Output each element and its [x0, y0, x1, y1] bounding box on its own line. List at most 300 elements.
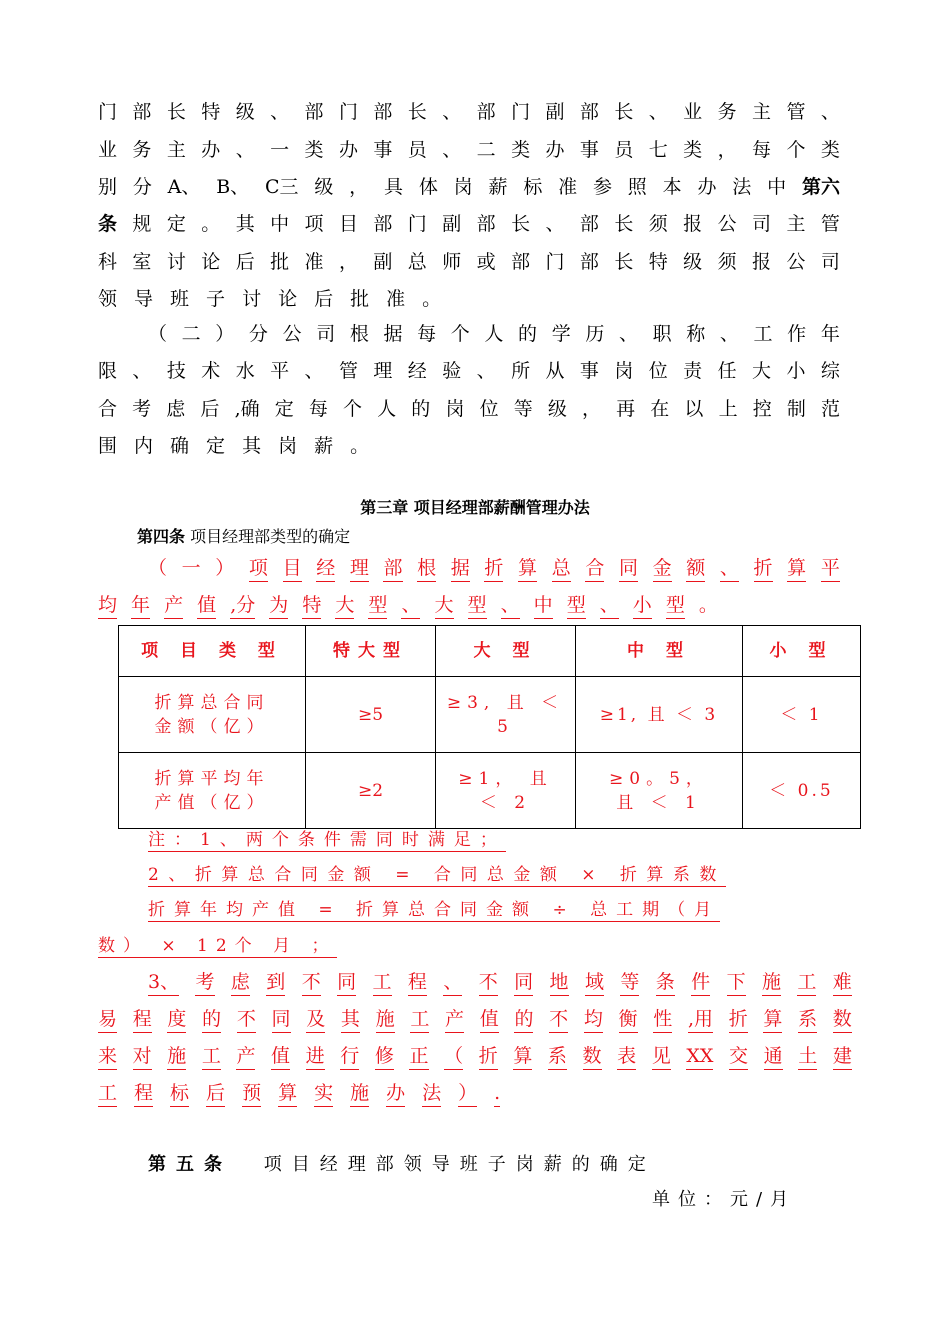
- text-char: 须: [648, 213, 668, 235]
- para2-line4: [98, 434, 840, 458]
- text-char: 虑: [166, 398, 186, 420]
- text-char: 再: [616, 398, 636, 420]
- text-char: 限: [98, 360, 118, 382]
- note-4: 数） × 12个 月 ；: [98, 936, 337, 956]
- text-char: 长: [614, 101, 634, 123]
- text-char: 金: [653, 556, 672, 582]
- text-char: 、: [820, 101, 840, 123]
- text-char: 产: [445, 1007, 464, 1033]
- text-char: 经: [316, 556, 335, 582]
- text-char: 的: [514, 1007, 533, 1033]
- text-char: 分: [132, 176, 152, 198]
- text-char: 论: [201, 251, 221, 273]
- text-char: 值: [480, 1007, 499, 1033]
- text-char: 室: [132, 251, 152, 273]
- text-char: 通: [764, 1044, 783, 1070]
- text-char: 个: [786, 139, 806, 161]
- art4-para-line1: [148, 556, 840, 582]
- text-char: 产: [236, 1044, 255, 1070]
- para1-line1: [98, 100, 840, 124]
- text-char: 对: [133, 1044, 152, 1070]
- text-char: 验: [442, 360, 462, 382]
- text-char: 门: [338, 101, 358, 123]
- text-char: 准: [386, 288, 406, 310]
- text-char: 准: [304, 251, 324, 273]
- unit-label: 单位：元/月: [652, 1189, 797, 1210]
- row2-medium: ≥0。5，且 ＜ 1: [576, 753, 743, 829]
- text-char: 照: [627, 176, 647, 198]
- text-char: 不: [237, 1007, 256, 1033]
- text-char: 级: [683, 251, 703, 273]
- text-char: 主: [786, 213, 806, 235]
- text-char: 级: [235, 101, 255, 123]
- text-char: 据: [383, 323, 403, 345]
- text-char: 、: [132, 360, 152, 382]
- text-char: 程: [134, 1081, 153, 1107]
- text-char: 每: [752, 139, 772, 161]
- text-char: 级: [547, 398, 567, 420]
- text-char: ）: [215, 557, 235, 579]
- text-char: 规: [132, 213, 152, 235]
- text-char: XX: [686, 1044, 713, 1070]
- header-project-type: 项 目 类 型: [119, 626, 306, 677]
- text-char: 折: [484, 556, 503, 582]
- text-char: 行: [340, 1044, 359, 1070]
- text-char: 业: [683, 101, 703, 123]
- text-char: 小: [786, 360, 806, 382]
- text-char: 管: [820, 213, 840, 235]
- text-char: 从: [545, 360, 565, 382]
- row1-large: ≥3, 且 ＜5: [436, 677, 576, 753]
- text-char: 施: [762, 970, 781, 996]
- text-char: 学: [551, 323, 571, 345]
- text-char: 岗: [278, 435, 298, 457]
- text-char: 导: [134, 288, 154, 310]
- text-char: 内: [134, 435, 154, 457]
- text-char: 批: [350, 288, 370, 310]
- text-char: 位: [479, 398, 499, 420]
- text-char: 薪: [488, 176, 508, 198]
- text-char: 型: [468, 593, 487, 619]
- text-char: 办: [201, 139, 221, 161]
- text-char: 同: [337, 970, 356, 996]
- note-2: 2、折算总合同金额 = 合同总金额 × 折算系数: [148, 865, 726, 885]
- text-char: 部: [304, 101, 324, 123]
- art4-para-line2: [98, 593, 718, 619]
- text-char: 合: [98, 398, 118, 420]
- text-char: 工: [797, 970, 816, 996]
- text-char: 、: [501, 593, 520, 619]
- para1-line6: [98, 287, 840, 311]
- text-char: 班: [170, 288, 190, 310]
- note-7: [98, 1044, 852, 1070]
- text-char: 类: [683, 139, 703, 161]
- text-char: 或: [476, 251, 496, 273]
- text-char: ，: [338, 251, 358, 273]
- text-char: 副: [373, 251, 393, 273]
- text-char: 算: [278, 1081, 297, 1107]
- text-char: 均: [584, 1007, 603, 1033]
- para1-line5: [98, 250, 840, 274]
- text-char: 门: [98, 101, 118, 123]
- text-char: 域: [585, 970, 604, 996]
- chapter-title: 第三章 项目经理部薪酬管理办法: [360, 498, 590, 517]
- text-char: 理: [350, 556, 369, 582]
- text-char: ,分: [230, 593, 255, 619]
- text-char: 事: [373, 139, 393, 161]
- text-char: 人: [377, 398, 397, 420]
- text-char: 、: [270, 101, 290, 123]
- text-char: 门: [545, 251, 565, 273]
- text-char: 修: [375, 1044, 394, 1070]
- text-char: 。: [422, 288, 442, 310]
- text-char: 报: [752, 251, 772, 273]
- text-char: 部: [579, 101, 599, 123]
- text-char: 。: [698, 594, 718, 616]
- text-char: 部: [579, 213, 599, 235]
- text-char: 工: [98, 1081, 117, 1107]
- text-char: 程: [133, 1007, 152, 1033]
- text-char: 中: [534, 593, 553, 619]
- text-char: A、: [167, 176, 201, 198]
- note-5: [148, 970, 852, 996]
- text-char: 、: [443, 970, 462, 996]
- text-char: 、: [401, 593, 420, 619]
- text-char: 、: [442, 101, 462, 123]
- note-1: 注：1、两个条件需同时满足；: [148, 830, 506, 850]
- text-char: 产: [164, 593, 183, 619]
- text-char: 年: [820, 323, 840, 345]
- text-char: 岗: [445, 398, 465, 420]
- text-char: 控: [752, 398, 772, 420]
- text-char: 讨: [166, 251, 186, 273]
- text-char: 范: [820, 398, 840, 420]
- text-char: 见: [652, 1044, 671, 1070]
- text-char: 事: [579, 139, 599, 161]
- project-type-table: [118, 625, 861, 829]
- text-char: 虑: [231, 970, 250, 996]
- text-char: 须: [717, 251, 737, 273]
- text-char: 标: [523, 176, 543, 198]
- table-row: [119, 753, 861, 829]
- text-char: 正: [409, 1044, 428, 1070]
- text-char: 标: [170, 1081, 189, 1107]
- text-char: 不: [549, 1007, 568, 1033]
- text-char: 不: [302, 970, 321, 996]
- text-char: 等: [620, 970, 639, 996]
- text-char: C三: [264, 176, 299, 198]
- text-char: 实: [314, 1081, 333, 1107]
- text-char: 岗: [453, 176, 473, 198]
- text-char: 3、: [148, 970, 179, 996]
- text-char: 、: [235, 139, 255, 161]
- text-char: 体: [418, 176, 438, 198]
- row1-label: 折算总合同金额（亿）: [119, 677, 306, 753]
- text-char: 理: [373, 360, 393, 382]
- text-char: 程: [408, 970, 427, 996]
- text-char: 办: [545, 139, 565, 161]
- text-char: 门: [511, 101, 531, 123]
- text-char: 部: [383, 556, 402, 582]
- text-char: 后: [206, 1081, 225, 1107]
- text-char: 、: [442, 139, 462, 161]
- text-char: 难: [833, 970, 852, 996]
- text-char: 岗: [614, 360, 634, 382]
- text-char: 合: [585, 556, 604, 582]
- text-char: 总: [552, 556, 571, 582]
- text-char: 个: [343, 398, 363, 420]
- text-char: 领: [98, 288, 118, 310]
- text-char: 所: [511, 360, 531, 382]
- text-char: 作: [787, 323, 807, 345]
- text-char: 薪: [314, 435, 334, 457]
- text-char: 条: [98, 213, 118, 235]
- text-char: 任: [717, 360, 737, 382]
- table-row: [119, 677, 861, 753]
- text-char: 小: [633, 593, 652, 619]
- text-char: 部: [132, 101, 152, 123]
- text-char: 易: [98, 1007, 117, 1033]
- text-char: 等: [513, 398, 533, 420]
- text-char: 平: [270, 360, 290, 382]
- text-char: 。: [350, 435, 370, 457]
- article4-text: 项目经理部类型的确定: [190, 527, 351, 546]
- text-char: 公: [786, 251, 806, 273]
- row2-label: 折算平均年产值（亿）: [119, 753, 306, 829]
- text-char: 责: [683, 360, 703, 382]
- text-char: 项: [249, 556, 268, 582]
- text-char: ,用: [688, 1007, 713, 1033]
- text-char: 部: [511, 251, 531, 273]
- text-char: 办: [338, 139, 358, 161]
- row2-extra-large: ≥2: [306, 753, 436, 829]
- text-char: 平: [821, 556, 840, 582]
- row1-small: ＜ 1: [743, 677, 861, 753]
- text-char: 以: [684, 398, 704, 420]
- text-char: 算: [763, 1007, 782, 1033]
- para2-line2: [98, 359, 840, 383]
- text-char: ）: [215, 323, 235, 345]
- text-char: 报: [683, 213, 703, 235]
- text-char: 表: [617, 1044, 636, 1070]
- note-8: [98, 1081, 840, 1107]
- text-char: 、: [545, 213, 565, 235]
- para1-line2: [98, 138, 840, 162]
- text-char: 目: [283, 556, 302, 582]
- text-char: 型: [666, 593, 685, 619]
- text-char: 每: [417, 323, 437, 345]
- text-char: 公: [282, 323, 302, 345]
- text-char: 特: [201, 101, 221, 123]
- text-char: 到: [266, 970, 285, 996]
- text-char: （: [148, 323, 168, 345]
- text-char: 定: [274, 398, 294, 420]
- text-char: 二: [476, 139, 496, 161]
- text-char: 参: [592, 176, 612, 198]
- text-char: 型: [567, 593, 586, 619]
- text-char: 地: [550, 970, 569, 996]
- text-char: 长: [614, 213, 634, 235]
- header-medium: 中 型: [576, 626, 743, 677]
- text-char: 子: [206, 288, 226, 310]
- text-char: 讨: [242, 288, 262, 310]
- text-char: 一: [270, 139, 290, 161]
- para1-line3: [98, 175, 840, 199]
- text-char: 特: [648, 251, 668, 273]
- text-char: 长: [166, 101, 186, 123]
- text-char: 、: [476, 360, 496, 382]
- text-char: 分: [248, 323, 268, 345]
- text-char: 综: [820, 360, 840, 382]
- text-char: 的: [202, 1007, 221, 1033]
- text-char: 折: [754, 556, 773, 582]
- text-char: 定: [206, 435, 226, 457]
- text-char: 的: [411, 398, 431, 420]
- text-char: 大: [752, 360, 772, 382]
- text-char: 据: [451, 556, 470, 582]
- para2-line1: [148, 322, 840, 346]
- text-char: 管: [786, 101, 806, 123]
- text-char: 事: [579, 360, 599, 382]
- text-char: 水: [235, 360, 255, 382]
- text-char: 施: [350, 1081, 369, 1107]
- text-char: .: [494, 1081, 500, 1107]
- text-char: 大: [335, 593, 354, 619]
- text-char: 主: [166, 139, 186, 161]
- text-char: 、: [648, 101, 668, 123]
- text-char: 司: [820, 251, 840, 273]
- text-char: 工: [202, 1044, 221, 1070]
- text-char: 在: [650, 398, 670, 420]
- row1-medium: ≥1, 且 ＜ 3: [576, 677, 743, 753]
- text-char: 度: [167, 1007, 186, 1033]
- text-char: B、: [216, 176, 250, 198]
- text-char: 经: [407, 360, 427, 382]
- text-char: 根: [349, 323, 369, 345]
- text-char: 长: [407, 101, 427, 123]
- text-char: 同: [272, 1007, 291, 1033]
- text-char: 术: [201, 360, 221, 382]
- text-char: 科: [98, 251, 118, 273]
- text-char: 部: [373, 213, 393, 235]
- text-char: 土: [798, 1044, 817, 1070]
- text-char: 部: [579, 251, 599, 273]
- text-char: 围: [98, 435, 118, 457]
- para1-line4: [98, 212, 840, 236]
- text-char: 及: [306, 1007, 325, 1033]
- text-char: 类: [511, 139, 531, 161]
- table-header-row: [119, 626, 861, 677]
- text-char: 每: [308, 398, 328, 420]
- text-char: 交: [729, 1044, 748, 1070]
- article4-heading: [137, 524, 350, 547]
- text-char: 人: [484, 323, 504, 345]
- text-char: 系: [548, 1044, 567, 1070]
- text-char: 的: [518, 323, 538, 345]
- text-char: 衡: [619, 1007, 638, 1033]
- row1-extra-large: ≥5: [306, 677, 436, 753]
- text-char: 下: [727, 970, 746, 996]
- text-char: 折: [729, 1007, 748, 1033]
- text-char: 别: [98, 176, 118, 198]
- text-char: 为: [269, 593, 288, 619]
- text-char: 。: [201, 213, 221, 235]
- text-char: 副: [545, 101, 565, 123]
- text-char: 不: [479, 970, 498, 996]
- text-char: 后: [314, 288, 334, 310]
- text-char: 工: [410, 1007, 429, 1033]
- text-char: 项: [304, 213, 324, 235]
- text-char: 长: [511, 213, 531, 235]
- text-char: 务: [717, 101, 737, 123]
- text-char: 一: [181, 557, 201, 579]
- text-char: 值: [271, 1044, 290, 1070]
- text-char: 办: [386, 1081, 405, 1107]
- text-char: 其: [242, 435, 262, 457]
- text-char: 来: [98, 1044, 117, 1070]
- text-char: 根: [417, 556, 436, 582]
- text-char: 办: [697, 176, 717, 198]
- text-char: 施: [167, 1044, 186, 1070]
- text-char: 司: [316, 323, 336, 345]
- text-char: ，: [349, 176, 369, 198]
- text-char: 定: [166, 213, 186, 235]
- text-char: 额: [686, 556, 705, 582]
- text-char: 工: [373, 970, 392, 996]
- text-char: 施: [376, 1007, 395, 1033]
- text-char: 条: [656, 970, 675, 996]
- text-char: （: [148, 557, 168, 579]
- text-char: 第六: [801, 176, 840, 198]
- row2-small: ＜ 0.5: [743, 753, 861, 829]
- note-6: [98, 1007, 852, 1033]
- para2-line3: [98, 397, 840, 421]
- text-char: 上: [718, 398, 738, 420]
- text-char: ，: [582, 398, 602, 420]
- text-char: 值: [197, 593, 216, 619]
- text-char: 师: [442, 251, 462, 273]
- article5-heading: [148, 1150, 656, 1176]
- text-char: 部: [476, 213, 496, 235]
- text-char: 、: [719, 323, 739, 345]
- text-char: 预: [242, 1081, 261, 1107]
- text-char: 考: [195, 970, 214, 996]
- text-char: 管: [338, 360, 358, 382]
- text-char: 件: [691, 970, 710, 996]
- text-char: 本: [662, 176, 682, 198]
- text-char: 职: [652, 323, 672, 345]
- text-char: 均: [98, 593, 117, 619]
- text-char: 其: [341, 1007, 360, 1033]
- text-char: 同: [514, 970, 533, 996]
- text-char: 类: [820, 139, 840, 161]
- text-char: 务: [132, 139, 152, 161]
- text-char: 数: [583, 1044, 602, 1070]
- text-char: 主: [752, 101, 772, 123]
- text-char: 特: [302, 593, 321, 619]
- text-char: ，: [717, 139, 737, 161]
- text-char: 二: [181, 323, 201, 345]
- text-char: 进: [306, 1044, 325, 1070]
- text-char: 部: [373, 101, 393, 123]
- text-char: 公: [717, 213, 737, 235]
- text-char: 算: [518, 556, 537, 582]
- header-extra-large: 特大型: [306, 626, 436, 677]
- text-char: 、: [600, 593, 619, 619]
- text-char: 员: [614, 139, 634, 161]
- text-char: ）: [458, 1081, 477, 1107]
- text-char: 建: [833, 1044, 852, 1070]
